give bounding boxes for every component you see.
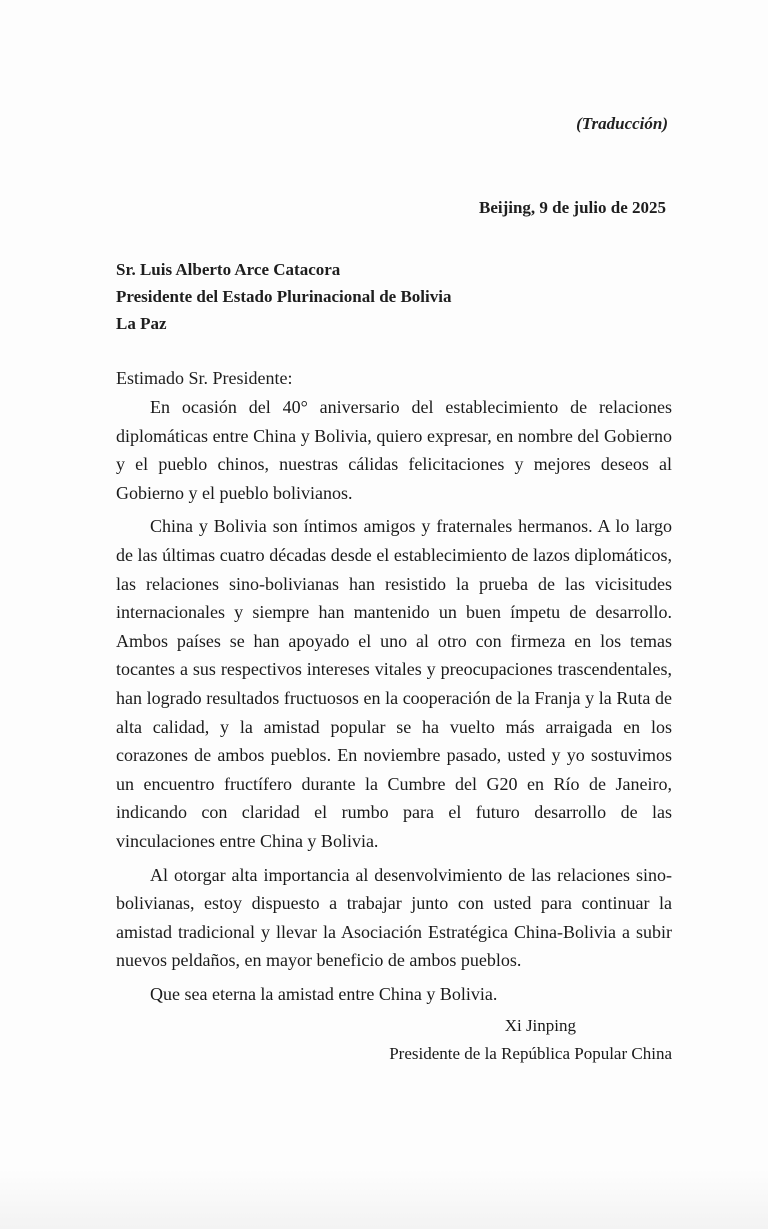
recipient-name: Sr. Luis Alberto Arce Catacora xyxy=(116,260,341,279)
paragraph-1: En ocasión del 40° aniversario del establecimiento de relaciones diplomáticas entre China y Bolivia, quiero expresar, en nombre del Gobierno y el pueblo chinos, nuestras cálidas felicitaciones y mejores deseos al Gobierno y el pueblo bolivianos. xyxy=(116,397,672,503)
closing-line: Que sea eterna la amistad entre China y Bolivia. xyxy=(150,983,498,1004)
paragraph-3: Al otorgar alta importancia al desenvolvimiento de las relaciones sino-bolivianas, estoy dispuesto a trabajar junto con usted para continuar la amistad tradicional y llevar la Asociación Estratégica China-Bolivia a subir nuevos peldaños, en mayor beneficio de ambos pueblos. xyxy=(116,864,672,971)
recipient-city: La Paz xyxy=(116,314,167,333)
signature-block xyxy=(389,1012,672,1068)
recipient-block xyxy=(116,256,451,337)
recipient-title: Presidente del Estado Plurinacional de Bolivia xyxy=(116,287,452,306)
place-date: Beijing, 9 de julio de 2025 xyxy=(478,198,666,217)
paragraph-2: China y Bolivia son íntimos amigos y fraternales hermanos. A lo largo de las últimas cuatro décadas desde el establecimiento de lazos diplomáticos, las relaciones sino-bolivianas han resistido la prueba de las vicisitudes internacionales y siempre han mantenido un buen ímpetu de desarrollo. Ambos países se han apoyado el uno al otro con firmeza en los temas tocantes a sus respectivos intereses vitales y preocupaciones trascendentales, han logrado resultados fructuosos en la cooperación de la Franja y la Ruta de alta calidad, y la amistad popular se ha vuelto más arraigada en los corazones de ambos pueblos. En noviembre pasado, usted y yo sostuvimos un encuentro fructífero durante la Cumbre del G20 en Río de Janeiro, indicando con claridad el rumbo para el futuro desarrollo de las vinculaciones entre China y Bolivia. xyxy=(116,516,672,851)
translation-note: (Traducción) xyxy=(576,114,668,133)
signatory-name: Xi Jinping xyxy=(504,1016,576,1035)
letter-body xyxy=(116,393,672,1008)
signatory-title: Presidente de la República Popular China xyxy=(389,1044,672,1063)
scan-edge-shade xyxy=(0,1169,768,1229)
salutation: Estimado Sr. Presidente: xyxy=(116,368,293,388)
